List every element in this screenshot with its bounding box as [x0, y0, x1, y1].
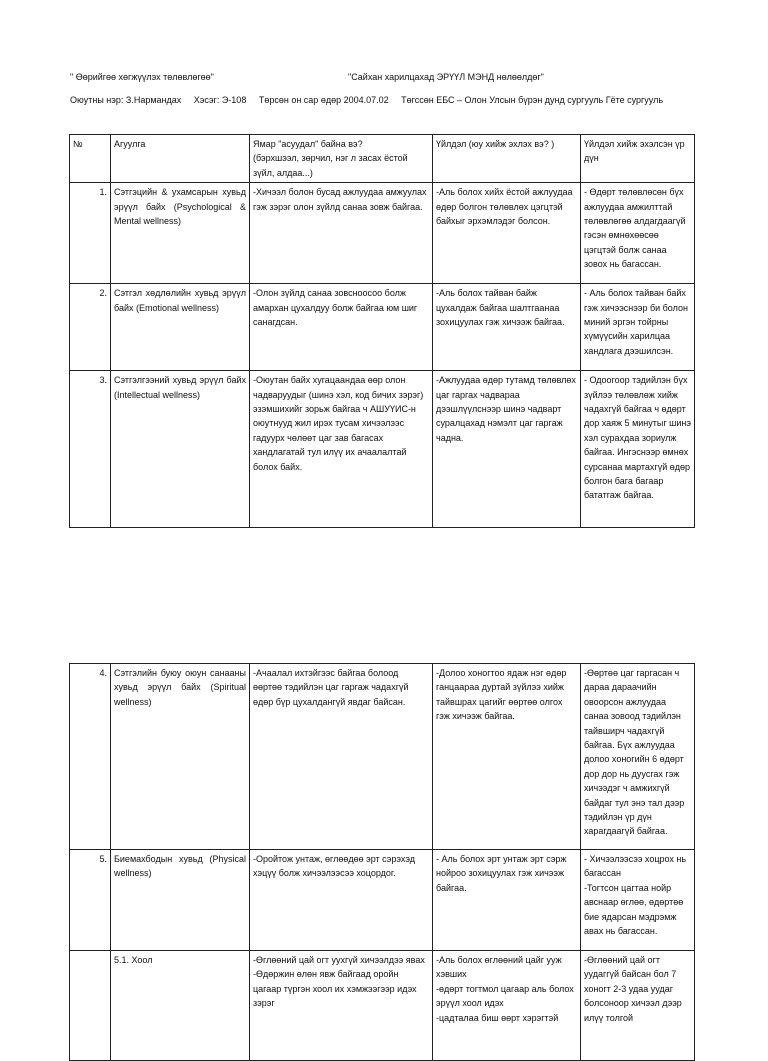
row-number: 1. [70, 183, 111, 284]
column-header-category: Агуулга [111, 135, 250, 183]
row-problem: -Оюутан байх хугацаандаа өөр олон чадваруудыг (шинэ хэл, код бичих зэрэг) эзэмшихийг зорьж байгаа ч АШУҮИС-н оюутнууд жил ирэх тусам хичээлээс гадуурх чөлөөт цаг зав багасах хандлагатай тул илүү их ачаалалтай болох байх. [250, 371, 433, 528]
student-group: Хэсэг: Э-108 [193, 95, 247, 105]
row-category: Сэтгэл хөдлөлийн хувьд эрүүл байх (Emotional wellness) [111, 284, 250, 371]
column-header-number: № [70, 135, 111, 183]
student-name: Оюутны нэр: З.Нармандах [70, 95, 182, 105]
row-number: 3. [70, 371, 111, 528]
row-problem: -Хичээл болон бусад ажлуудаа амжуулах гэж зэрэг олон зүйлд санаа зовж байгаа. [250, 183, 433, 284]
table-row [70, 183, 695, 284]
table-row [70, 284, 695, 371]
row-action: -Аль болох хийх ёстой ажлуудаа өдөр болгон төлөвлөх цэгцтэй байхыг эрхэмлэдэг болсон. [433, 183, 581, 284]
row-category: Сэтгэцийн & ухамсарын хувьд эрүүл байх (Psychological & Mental wellness) [111, 183, 250, 284]
row-action: -Ажлуудаа өдөр тутамд төлөвлөх цаг гаргах чадвараа дээшлүүлснээр шинэ чадварт суралцахад нэмэлт цаг гаргаж чадна. [433, 371, 581, 528]
row-number: 5. [70, 850, 111, 951]
row-result: - Өдөрт төлөвлөсөн бүх ажлуудаа амжилттай төлөвлөгөө алдагдаагүй гэсэн өмнөхөөсөө цэгцтэй болж санаа зовох нь багассан. [581, 183, 695, 284]
student-birthdate: Төрсөн он сар өдөр 2004.07.02 [258, 95, 389, 105]
title-left: " Өөрийгөө хөгжүүлэх төлөвлөгөө" [70, 72, 214, 82]
row-problem: -Олон зүйлд санаа зовсноосоо болж амархан цухалдуу болж байгаа юм шиг санагдсан. [250, 284, 433, 371]
row-action: - Аль болох эрт унтаж эрт сэрж нойроо зохицуулах гэж хичээж байгаа. [433, 850, 581, 951]
plan-table-page-1 [69, 134, 695, 528]
row-problem: -Өглөөний цай огт уухгүй хичээлдээ явах -Өдөржин өлөн явж байгаад оройн цагаар түргэн хоол их хэмжээгээр идэх зэрэг [250, 951, 433, 1061]
row-problem: -Ачаалал ихтэйгээс байгаа болоод өөртөө тэдийлэн цаг гаргаж чадахгүй өдөр бүр цухалдангүй явдаг байсан. [250, 664, 433, 850]
row-result: - Аль болох тайван байх гэж хичээснээр би болон миний эргэн тойрны хүмүүсийн харилцаа хандлага дээшилсэн. [581, 284, 695, 371]
row-category: Сэтгэлгээний хувьд эрүүл байх (Intellectual wellness) [111, 371, 250, 528]
row-action: -Долоо хоногтоо ядаж нэг өдөр ганцаараа дуртай зүйлээ хийж тайвшрах цагийг өөртөө олгох гэж хичээж байгаа. [433, 664, 581, 850]
row-category: 5.1. Хоол [111, 951, 250, 1061]
column-header-result: Үйлдэл хийж эхэлсэн үр дүн [581, 135, 695, 183]
row-category: Сэтгэлийн буюу оюун санааны хувьд эрүүл байх (Spiritual wellness) [111, 664, 250, 850]
plan-table-page-2 [69, 663, 695, 1061]
title-right: "Сайхан харилцахад ЭРҮҮЛ МЭНД нөлөөлдөг" [348, 72, 544, 82]
row-result: - Хичээлээсээ хоцрох нь багассан -Тогтсон цагтаа нойр авснаар өглөө, өдөртөө бие ядарсан мэдрэмж авах нь багассан. [581, 850, 695, 951]
row-number: 2. [70, 284, 111, 371]
table-row [70, 850, 695, 951]
row-result: -Өөртөө цаг гаргасан ч дараа дараачийн овоорсон ажлуудаа санаа зовоод тэдийлэн тайвширч чадахгүй байгаа. Бүх ажлуудаа долоо хоногийн 6 өдөрт дор дор нь дуусгах гэж хичээдэг ч амжихгүй байдаг тул энэ тал дээр тэдийлэн үр дүн харагдаагүй байгаа. [581, 664, 695, 850]
row-action: -Аль болох тайван байж цухалдаж байгаа шалтгаанаа зохицуулах гэж хичээж байгаа. [433, 284, 581, 371]
student-info-line [70, 93, 673, 108]
table-row [70, 951, 695, 1061]
student-school: Төгссөн ЕБС – Олон Улсын бүрэн дунд сургууль Гёте сургууль [401, 95, 664, 105]
row-problem: -Оройтож унтаж, өглөөдөө эрт сэрэхэд хэцүү болж хичээлээсээ хоцордог. [250, 850, 433, 951]
row-action: -Аль болох өглөөний цайг ууж хэвших -өдөрт тогтмол цагаар аль болох эрүүл хоол идэх -цадталаа биш өөрт хэрэгтэй [433, 951, 581, 1061]
row-category: Биемахбодын хувьд (Physical wellness) [111, 850, 250, 951]
table-header-row [70, 135, 695, 183]
column-header-action: Үйлдэл (юу хийж эхлэх вэ? ) [433, 135, 581, 183]
row-number [70, 951, 111, 1061]
table-row [70, 664, 695, 850]
column-header-problem: Ямар "асуудал" байна вэ? (бэрхшээл, зөрчил, нэг л засах ёстой зүйл, алдаа...) [250, 135, 433, 183]
row-result: -Өглөөний цай огт уудаггүй байсан бол 7 хоногт 2-3 удаа уудаг болсоноор хичээл дээр илүү толгой [581, 951, 695, 1061]
row-number: 4. [70, 664, 111, 850]
row-result: - Одоогоор тэдийлэн бүх зүйлээ төлөвлөж хийж чадахгүй байгаа ч өдөрт дор хаяж 5 минутыг шинэ хэл сурахдаа зориулж байгаа. Ингэснээр өмнөх сурсанаа мартахгүй өдөр болгон бага багаар бататгаж байгаа. [581, 371, 695, 528]
table-row [70, 371, 695, 528]
